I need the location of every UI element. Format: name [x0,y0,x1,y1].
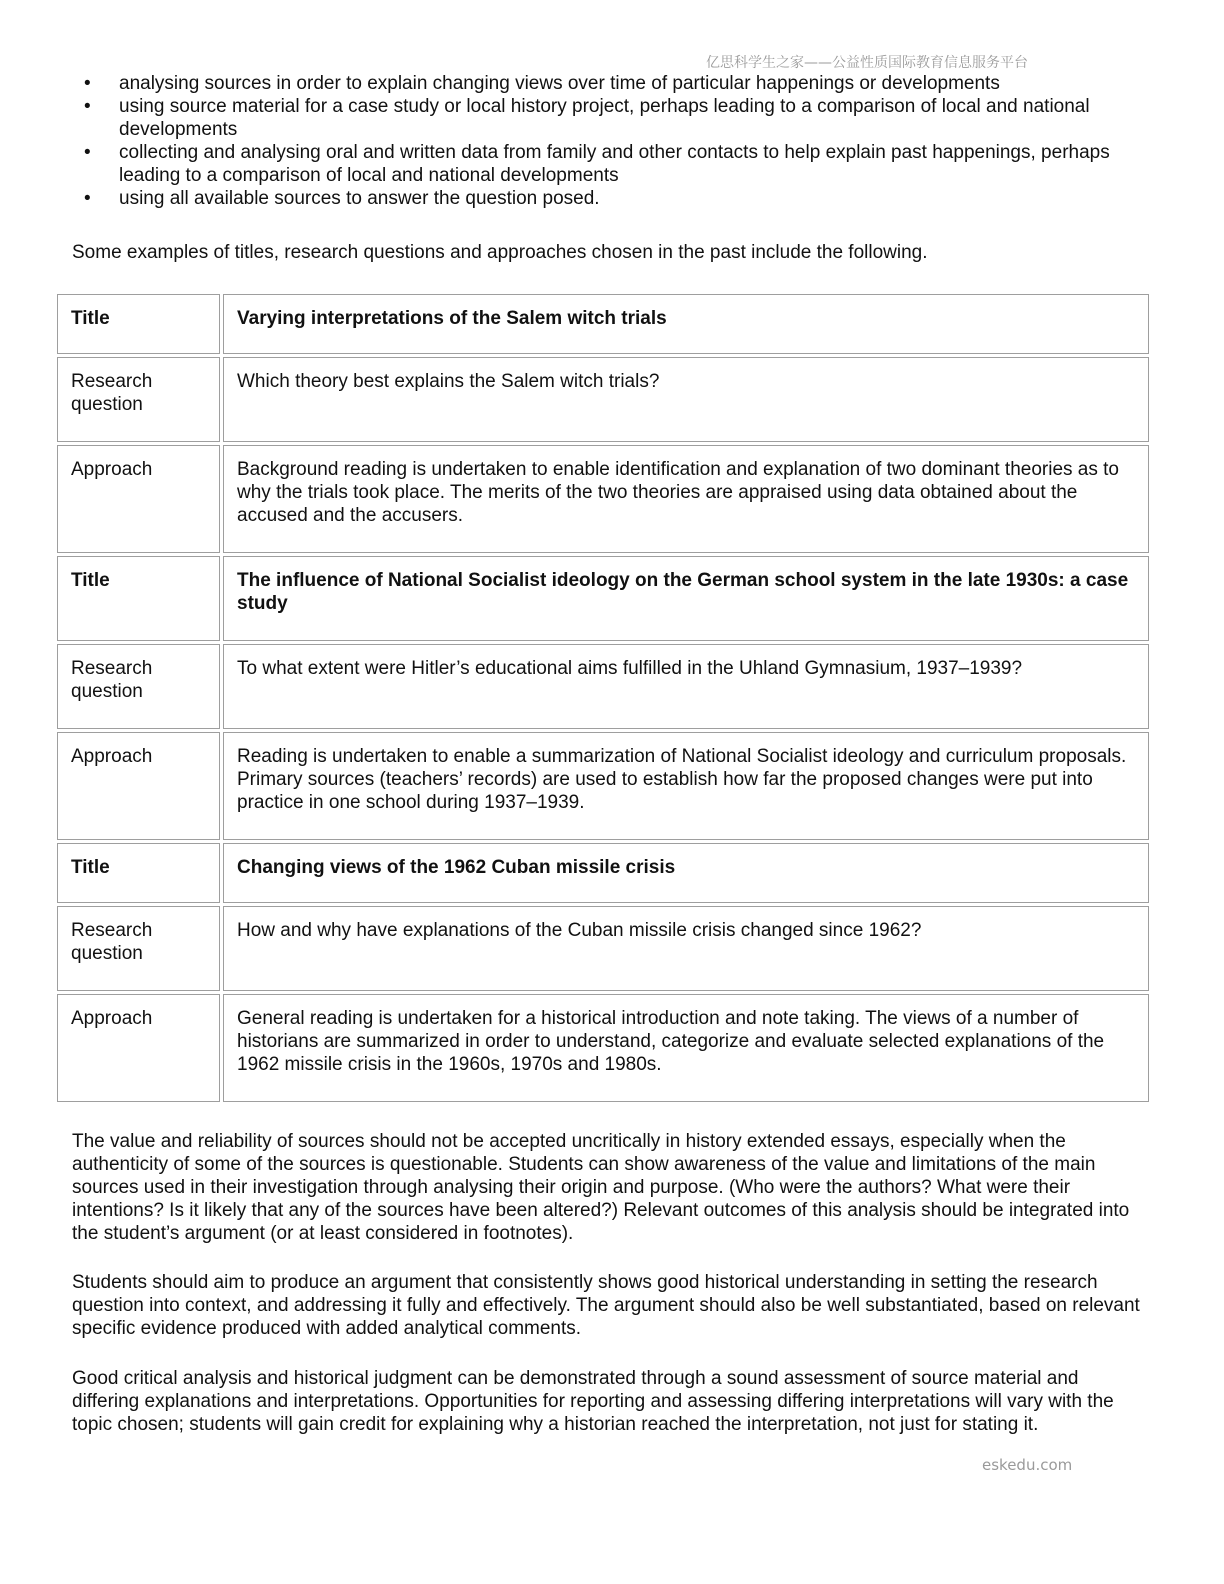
title-label: Title [57,294,220,354]
list-item [72,95,1142,141]
approach-text: General reading is undertaken for a historical introduction and note taking. The views of a number of historians are summarized in order to understand, categorize and evaluate selected explanations of the 1962 missile crisis in the 1960s, 1970s and 1980s. [223,994,1149,1102]
table-row [57,843,1149,903]
research-question: How and why have explanations of the Cuban missile crisis changed since 1962? [223,906,1149,991]
list-item [72,141,1142,187]
watermark-top: 亿思科学生之家——公益性质国际教育信息服务平台 [706,55,1028,71]
list-item [72,72,1142,95]
research-question: Which theory best explains the Salem witch trials? [223,357,1149,442]
title-label: Title [57,843,220,903]
table-row [57,732,1149,840]
paragraph-critical-analysis: Good critical analysis and historical judgment can be demonstrated through a sound assessment of source material and differing explanations and interpretations. Opportunities for reporting and assessing differing interpretations will vary with the topic chosen; students will gain credit for explaining why a historian reached the interpretation, not just for stating it. [72,1368,1114,1435]
list-item-text: using source material for a case study or local history project, perhaps leading to a comparison of local and national developments [119,96,1090,140]
essay-title: Varying interpretations of the Salem witch trials [223,294,1149,354]
paragraph-source-evaluation: The value and reliability of sources should not be accepted uncritically in history extended essays, especially when the authenticity of some of the sources is questionable. Students can show awareness of the value and limitations of the main sources used in their investigation through analysing their origin and purpose. (Who were the authors? What were their intentions? Is it likely that any of the sources have been altered?) Relevant outcomes of this analysis should be integrated into the student’s argument (or at least considered in footnotes). [72,1131,1130,1244]
bullet-icon: • [84,188,91,209]
examples-table [54,291,1152,1105]
table-row [57,906,1149,991]
bullet-icon: • [84,73,91,94]
table-row [57,445,1149,553]
essay-title: The influence of National Socialist ideology on the German school system in the late 1930s: a case study [223,556,1149,641]
table-row [57,556,1149,641]
intro-text: Some examples of titles, research questions and approaches chosen in the past include the following. [72,242,928,263]
research-question-label: Research question [57,644,220,729]
paragraph-argument: Students should aim to produce an argument that consistently shows good historical understanding in setting the research question into context, and addressing it fully and effectively. The argument should also be well substantiated, based on relevant specific evidence produced with added analytical comments. [72,1272,1140,1339]
research-question: To what extent were Hitler’s educational aims fulfilled in the Uhland Gymnasium, 1937–1939? [223,644,1149,729]
table-row [57,994,1149,1102]
bullet-list [72,72,1142,210]
table-row [57,294,1149,354]
approach-label: Approach [57,994,220,1102]
list-item-text: using all available sources to answer the question posed. [119,188,600,209]
bullet-icon: • [84,142,91,163]
research-question-label: Research question [57,357,220,442]
research-question-label: Research question [57,906,220,991]
watermark-bottom: eskedu.com [982,1456,1073,1474]
approach-label: Approach [57,732,220,840]
essay-title: Changing views of the 1962 Cuban missile crisis [223,843,1149,903]
bullet-icon: • [84,96,91,117]
approach-label: Approach [57,445,220,553]
approach-text: Reading is undertaken to enable a summarization of National Socialist ideology and curriculum proposals. Primary sources (teachers’ records) are used to establish how far the proposed changes were put into practice in one school during 1937–1939. [223,732,1149,840]
list-item-text: analysing sources in order to explain changing views over time of particular happenings or developments [119,73,1000,94]
list-item [72,187,1142,210]
list-item-text: collecting and analysing oral and written data from family and other contacts to help explain past happenings, perhaps leading to a comparison of local and national developments [119,142,1110,186]
title-label: Title [57,556,220,641]
table-row [57,357,1149,442]
approach-text: Background reading is undertaken to enable identification and explanation of two dominant theories as to why the trials took place. The merits of the two theories are appraised using data obtained about the accused and the accusers. [223,445,1149,553]
table-row [57,644,1149,729]
